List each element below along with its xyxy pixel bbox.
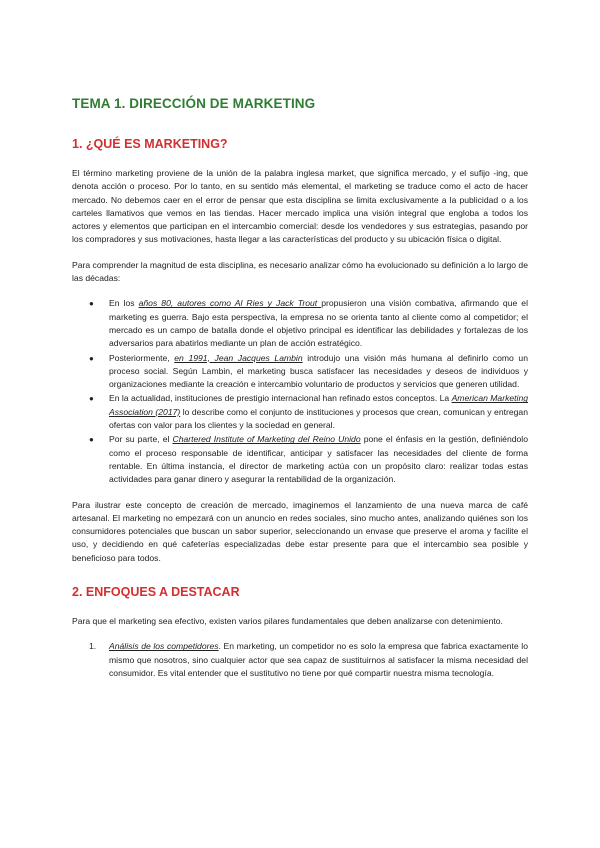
bullet-text-before: Posteriormente, [109,352,175,363]
reference-link-ries-trout[interactable]: años 80, autores como Al Ries y Jack Trout [138,298,322,309]
bullet-icon: ● [89,299,94,309]
document-title: TEMA 1. DIRECCIÓN DE MARKETING [72,96,316,111]
bullet-text-before: En la actualidad, instituciones de prestigio internacional han refinado estos conceptos. La [109,393,452,404]
bullet-icon: ● [89,353,94,363]
section-2-intro-paragraph: Para que el marketing sea efectivo, existen varios pilares fundamentales que deben analizarse con detenimiento. [72,616,503,627]
bullet-text-after: pone el énfasis en la gestión, definiéndolo como el proceso responsable de identificar, anticipar y satisfacer las necesidades del cliente de forma rentable. En última instancia, el director de marketing actúa con un propósito claro: realizar todas estas actividades para ganar dinero y asegurar la rentabilidad de la organización. [109,434,528,485]
bullet-item-ries-trout [72,297,528,350]
bullet-item-cim [72,433,528,486]
numbered-item-competitors [72,640,528,680]
reference-link-lambin[interactable]: en 1991, Jean Jacques Lambin [174,352,303,363]
bullet-text-after: propusieron una visión combativa, afirmando que el marketing es guerra. Bajo esta perspectiva, la empresa no se orienta tanto al cliente como al competidor; el mercado es un campo de batalla donde el objetivo principal es identificar las debilidades y fortalezas de los adversarios para abatirlos mediante un plan de acción estratégico. [109,298,529,349]
bullet-text-after: lo describe como el conjunto de instituciones y procesos que crean, comunican y entregan ofertas con valor para los clientes y la sociedad en general. [109,406,528,431]
section-1-example-paragraph: Para ilustrar este concepto de creación de mercado, imaginemos el lanzamiento de una nueva marca de café artesanal. El marketing no empezará con un anuncio en redes sociales, sino mucho antes, analizando quiénes son los consumidores potenciales que buscan un sabor superior, seleccionando un envase que preserve el aroma y facilite el uso, y decidiendo en qué cafeterías especializadas debe estar presente para que el intercambio sea posible y beneficioso para todos. [72,499,528,563]
bullet-item-ama [72,392,528,432]
bullet-item-lambin [72,352,528,392]
bullet-text-before: Por su parte, el [109,434,173,445]
bullet-icon: ● [89,394,94,404]
bullet-text-before: En los [109,298,139,309]
section-1-lead-paragraph: Para comprender la magnitud de esta disciplina, es necesario analizar cómo ha evolucionado su definición a lo largo de las décadas: [72,259,528,284]
section-1-heading: 1. ¿QUÉ ES MARKETING? [72,137,228,151]
bullet-icon: ● [89,435,94,445]
approaches-numbered-list [72,640,528,680]
reference-link-cim[interactable]: Chartered Institute of Marketing del Reino Unido [172,434,361,445]
reference-link-competitors[interactable]: Análisis de los competidores [109,641,219,652]
bullet-text-after: introdujo una visión más humana al definirlo como un proceso social. Según Lambin, el marketing busca satisfacer las necesidades y deseos de individuos y organizaciones mediante la creación e intercambio voluntario de productos y servicios que generen utilidad. [109,352,528,390]
item-text-after: . En marketing, un competidor no es solo la empresa que fabrica exactamente lo mismo que nosotros, sino cualquier actor que sea capaz de sustituirnos al satisfacer la misma necesidad del consumidor. Es vital entender que el sustitutivo no tiene por qué compartir nuestra misma tecnología. [109,641,528,678]
document-body [72,96,528,680]
item-number: 1. [89,641,97,652]
section-2-heading: 2. ENFOQUES A DESTACAR [72,585,240,600]
section-1-intro-paragraph: El término marketing proviene de la unión de la palabra inglesa market, que significa mercado, y el sufijo -ing, que denota acción o proceso. Por lo tanto, en su sentido más elemental, el marketing se traduce como el acto de hacer mercado. No debemos caer en el error de pensar que esta disciplina se limita exclusivamente a la publicidad o a los carteles llamativos que vemos en las tiendas. Hacer mercado implica una visión integral que engloba a todos los actores y elementos que participan en el intercambio comercial: desde los vendedores y sus estrategias, pasando por los compradores y sus motivaciones, hasta llegar a las características del producto y su ubicación física o digital. [72,168,528,245]
reference-link-ama[interactable]: American Marketing Association (2017) [109,393,528,417]
definitions-bullet-list [72,297,528,486]
